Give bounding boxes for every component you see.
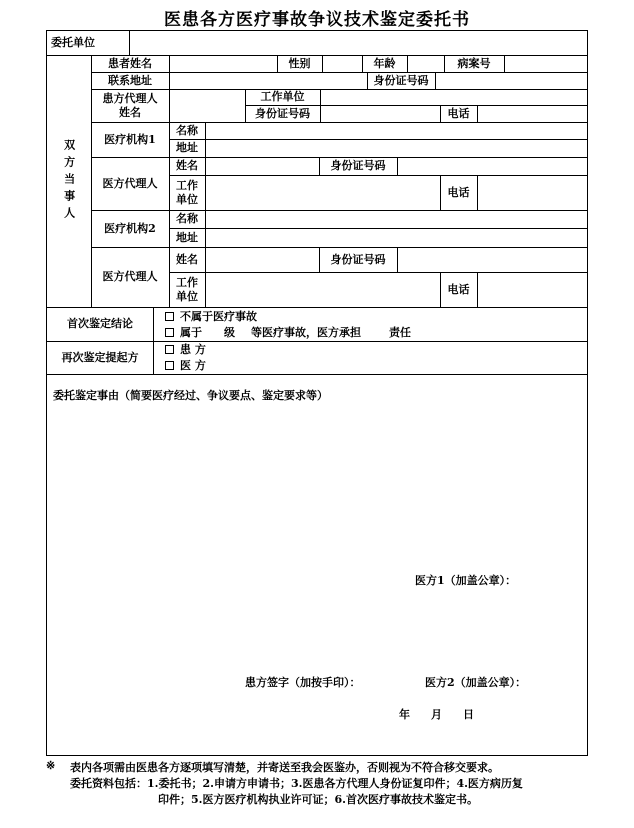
patient-agent-phone-field[interactable] xyxy=(477,105,587,122)
not-accident-option: 不属于医疗事故 xyxy=(180,309,257,323)
agent1-id-field[interactable] xyxy=(397,157,587,175)
note-line-2: 委托资料包括：1.委托书；2.申请方申请书；3.医患各方代理人身份证复印件；4.医方病历复 xyxy=(70,777,523,790)
patient-side-checkbox[interactable] xyxy=(165,345,174,354)
institution2-address-label: 地址 xyxy=(176,230,198,244)
parties-label: 双方当事人 xyxy=(62,138,76,224)
date-year-label: 年 xyxy=(399,708,410,722)
agent2-id-label: 身份证号码 xyxy=(330,252,386,266)
reason-field[interactable] xyxy=(53,407,581,577)
address-label: 联系地址 xyxy=(108,73,152,87)
agent2-work-label-1: 工作 xyxy=(176,276,198,290)
agent2-label: 医方代理人 xyxy=(102,270,158,284)
agent2-name-label: 姓名 xyxy=(176,252,198,266)
page-title: 医患各方医疗事故争议技术鉴定委托书 xyxy=(164,10,470,30)
agent2-name-field[interactable] xyxy=(205,247,319,272)
agent1-work-unit-field[interactable] xyxy=(205,175,440,210)
is-accident-c: 等医疗事故，医方承担 xyxy=(251,325,361,339)
entrusting-unit-field[interactable] xyxy=(130,31,587,55)
institution2-name-field[interactable] xyxy=(205,210,587,228)
agent2-work-unit-field[interactable] xyxy=(205,272,440,307)
agent1-work-label-2: 单位 xyxy=(176,192,198,206)
institution2-label: 医疗机构2 xyxy=(104,221,156,235)
reason-label: 委托鉴定事由（简要医疗经过、争议要点、鉴定要求等） xyxy=(53,389,328,403)
age-field[interactable] xyxy=(407,55,444,72)
medical-side-checkbox[interactable] xyxy=(165,361,174,370)
is-accident-b: 级 xyxy=(224,325,235,339)
institution1-address-label: 地址 xyxy=(176,141,198,155)
agent2-id-field[interactable] xyxy=(397,247,587,272)
agent1-id-label: 身份证号码 xyxy=(330,159,386,173)
institution2-address-field[interactable] xyxy=(205,228,587,247)
is-accident-a: 属于 xyxy=(180,325,202,339)
institution2-name-label: 名称 xyxy=(176,212,198,226)
medical1-seal-label: 医方1（加盖公章）： xyxy=(415,574,517,588)
institution1-label: 医疗机构1 xyxy=(104,132,156,146)
age-label: 年龄 xyxy=(373,56,396,70)
agent2-phone-field[interactable] xyxy=(477,272,587,307)
patient-signature-label: 患方签字（加按手印）： xyxy=(245,676,361,690)
agent1-phone-field[interactable] xyxy=(477,175,587,210)
patient-side-option: 患 方 xyxy=(180,342,206,356)
patient-name-label: 患者姓名 xyxy=(108,56,152,70)
patient-agent-work-unit-field[interactable] xyxy=(320,89,587,105)
gender-field[interactable] xyxy=(322,55,362,72)
agent1-name-field[interactable] xyxy=(205,157,319,175)
agent1-name-label: 姓名 xyxy=(176,159,198,173)
patient-agent-id-field[interactable] xyxy=(320,105,440,122)
note-line-1: 表内各项需由医患各方逐项填写清楚，并寄送至我会医鉴办，否则视为不符合移交要求。 xyxy=(70,761,499,774)
patient-id-field[interactable] xyxy=(435,72,587,89)
record-number-field[interactable] xyxy=(504,55,587,72)
medical2-seal-label: 医方2（加盖公章）： xyxy=(425,676,527,690)
gender-label: 性别 xyxy=(288,56,311,70)
patient-agent-label-line1: 患方代理人 xyxy=(102,92,158,106)
second-initiator-label: 再次鉴定提起方 xyxy=(61,350,139,364)
is-accident-checkbox[interactable] xyxy=(165,328,174,337)
patient-agent-name-field[interactable] xyxy=(169,89,245,122)
patient-agent-label-line2: 姓名 xyxy=(119,105,141,119)
institution1-name-field[interactable] xyxy=(205,122,587,139)
institution1-address-field[interactable] xyxy=(205,139,587,157)
agent2-work-label-2: 单位 xyxy=(176,289,198,303)
institution1-name-label: 名称 xyxy=(176,123,198,137)
date-month-label: 月 xyxy=(431,708,442,722)
address-field[interactable] xyxy=(169,72,367,89)
form-table xyxy=(46,30,588,756)
date-day-label: 日 xyxy=(463,708,474,722)
patient-agent-work-unit-label: 工作单位 xyxy=(260,90,305,104)
agent1-label: 医方代理人 xyxy=(102,176,158,190)
note-mark: ※ xyxy=(46,759,56,772)
first-conclusion-label: 首次鉴定结论 xyxy=(67,317,133,331)
agent1-work-label-1: 工作 xyxy=(176,179,198,193)
not-accident-checkbox[interactable] xyxy=(165,312,174,321)
patient-id-label: 身份证号码 xyxy=(373,73,429,87)
patient-agent-phone-label: 电话 xyxy=(447,106,470,120)
is-accident-d: 责任 xyxy=(389,325,411,339)
patient-name-field[interactable] xyxy=(169,55,277,72)
note-line-3: 印件；5.医方医疗机构执业许可证；6.首次医疗事故技术鉴定书。 xyxy=(158,793,478,806)
agent1-phone-label: 电话 xyxy=(447,185,470,199)
medical-side-option: 医 方 xyxy=(180,358,206,372)
entrusting-unit-label: 委托单位 xyxy=(51,36,95,50)
record-number-label: 病案号 xyxy=(457,56,491,70)
patient-agent-id-label: 身份证号码 xyxy=(255,106,310,120)
agent2-phone-label: 电话 xyxy=(447,282,470,296)
